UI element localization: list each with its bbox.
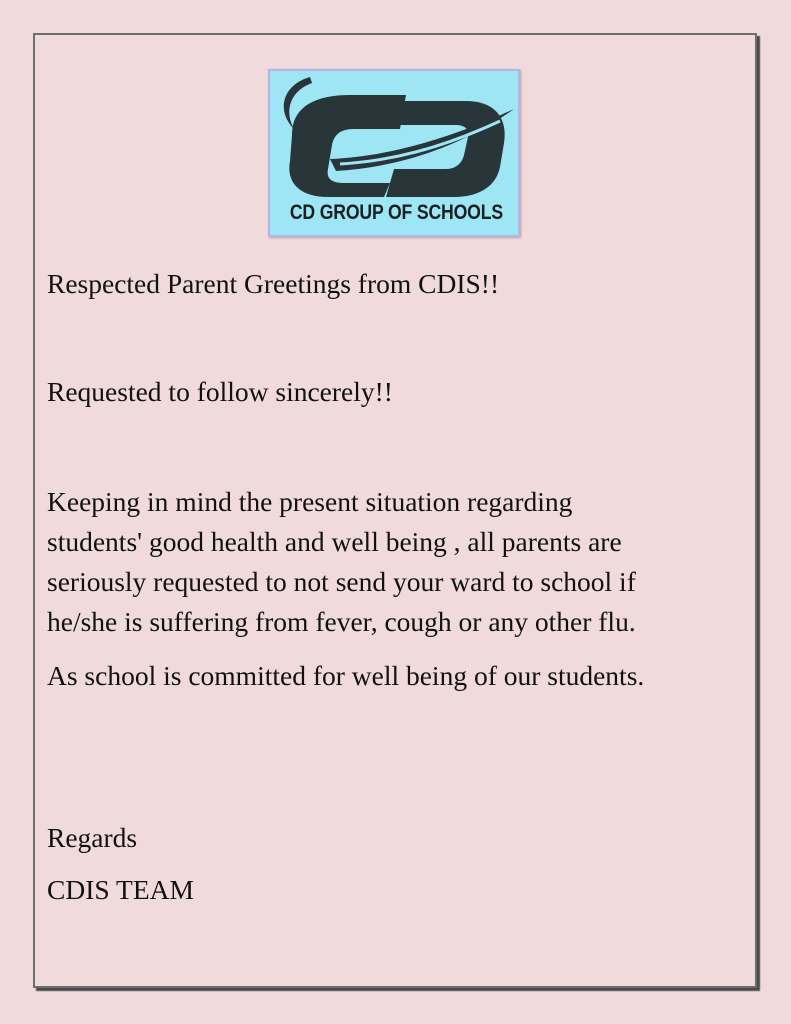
body-line: seriously requested to not send your ward to school if [47, 566, 636, 597]
body-line: Keeping in mind the present situation regarding [47, 486, 573, 517]
commitment-line: As school is committed for well being of our students. [47, 660, 645, 691]
greeting-line: Respected Parent Greetings from CDIS!! [47, 268, 500, 299]
school-logo [268, 69, 520, 237]
cd-logo-icon [270, 71, 518, 206]
body-line: students' good health and well being , all parents are [47, 526, 622, 557]
closing-line: Regards [47, 822, 138, 853]
signature-line: CDIS TEAM [47, 874, 194, 905]
logo-school-name: CD GROUP OF SCHOOLS [289, 201, 503, 224]
body-line: he/she is suffering from fever, cough or any other flu. [47, 606, 636, 637]
request-line: Requested to follow sincerely!! [47, 376, 393, 407]
body-paragraph [47, 482, 636, 642]
